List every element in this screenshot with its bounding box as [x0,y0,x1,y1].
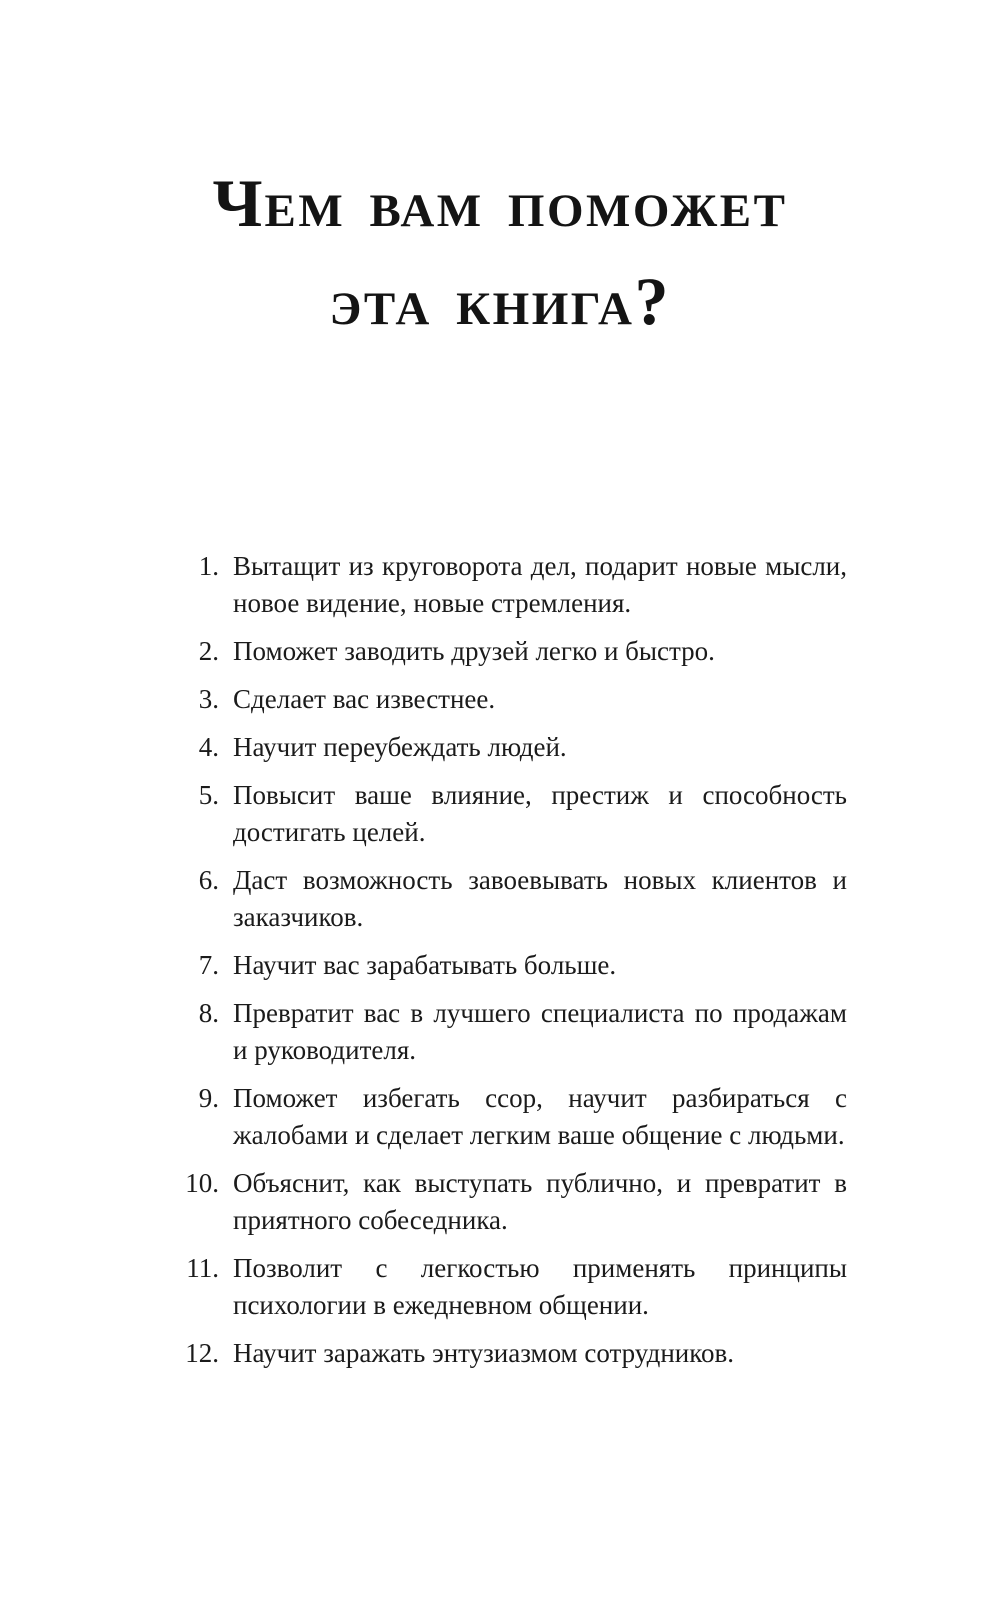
list-item [155,633,847,670]
item-number: 9. [198,1083,219,1113]
list-item [155,729,847,766]
item-text: Превратит вас в лучшего специалиста по продажам и руководителя. [233,998,847,1065]
item-text: Научит вас зарабатывать больше. [233,950,617,980]
item-text: Позволит с легкостью применять принципы психологии в ежедневном общении. [233,1253,847,1320]
title-question-mark: ? [634,263,671,339]
item-number: 4. [198,732,219,762]
list-item [155,1080,847,1154]
title-initial-letter: Ч [212,165,265,241]
title-line1-rest: ЕМ ВАМ ПОМОЖЕТ [264,185,788,237]
item-text: Поможет избегать ссор, научит разбираться с жалобами и сделает легким ваше общение с людьми. [233,1083,847,1150]
title-line-2 [0,256,1000,354]
item-text: Даст возможность завоевывать новых клиентов и заказчиков. [233,865,847,932]
list-item [155,947,847,984]
list-item [155,777,847,851]
list-item [155,862,847,936]
list-item [155,1165,847,1239]
item-text: Вытащит из круговорота дел, подарит новые мысли, новое видение, новые стремления. [233,551,847,618]
item-number: 5. [198,780,219,810]
list-item [155,548,847,622]
item-text: Объяснит, как выступать публично, и превратит в приятного собеседника. [233,1168,847,1235]
item-text: Повысит ваше влияние, престиж и способность достигать целей. [233,780,847,847]
item-number: 12. [185,1338,219,1368]
benefits-list [155,548,847,1383]
item-number: 1. [198,551,219,581]
item-text: Научит заражать энтузиазмом сотрудников. [233,1338,734,1368]
item-text: Поможет заводить друзей легко и быстро. [233,636,715,666]
item-number: 6. [198,865,219,895]
list-item [155,995,847,1069]
item-number: 3. [198,684,219,714]
item-number: 8. [198,998,219,1028]
item-text: Сделает вас известнее. [233,684,496,714]
title-line-1 [0,158,1000,256]
item-text: Научит переубеждать людей. [233,732,567,762]
item-number: 7. [198,950,219,980]
item-number: 10. [185,1168,219,1198]
page-title [0,158,1000,354]
list-item [155,681,847,718]
title-line2-text: ЭТА КНИГА [329,283,635,335]
list-item [155,1250,847,1324]
list-item [155,1335,847,1372]
item-number: 11. [186,1253,219,1283]
item-number: 2. [198,636,219,666]
